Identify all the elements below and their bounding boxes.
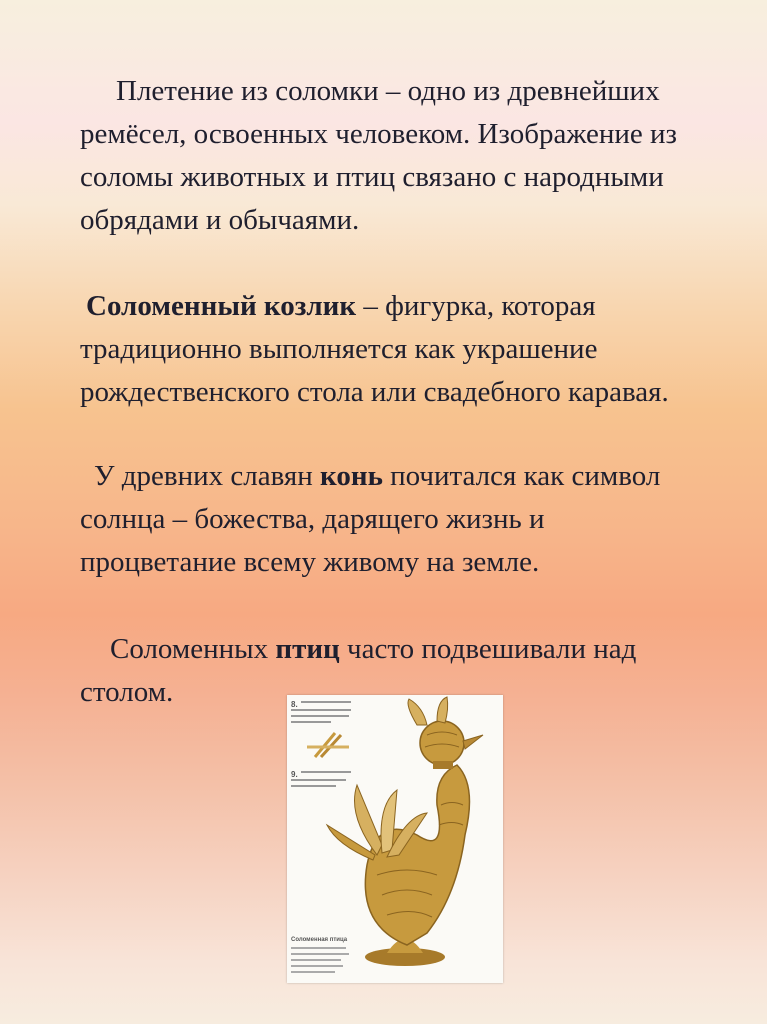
step-9-number: 9. xyxy=(291,770,298,779)
straw-bird-photo xyxy=(287,695,503,983)
instruction-step-8 xyxy=(291,700,351,723)
step-8-sketch xyxy=(307,733,349,757)
term-birds: птиц xyxy=(275,633,340,665)
caption-title: Соломенная птица xyxy=(291,937,348,943)
paragraph-horse xyxy=(80,455,690,584)
instruction-step-9 xyxy=(291,770,351,787)
paragraph-intro xyxy=(80,70,690,242)
term-goat: Соломенный козлик xyxy=(86,290,357,322)
photo-caption xyxy=(291,937,349,973)
paragraph-text: – фигурка, которая традиционно выполняется как украшение рождественского стола или свадебного каравая. xyxy=(80,290,669,408)
paragraph-goat xyxy=(80,285,690,414)
straw-bird-illustration xyxy=(287,695,503,983)
straw-bird xyxy=(327,697,483,966)
term-horse: конь xyxy=(320,460,383,492)
paragraph-text: часто подвешивали над столом. xyxy=(80,633,637,708)
step-8-number: 8. xyxy=(291,700,298,709)
paragraph-text: Соломенных xyxy=(110,633,276,665)
paragraph-text: почитался как символ солнца – божества, дарящего жизнь и процветание всему живому на земле. xyxy=(80,460,661,578)
paragraph-text: У древних славян xyxy=(94,460,321,492)
paragraph-text: Плетение из соломки – одно из древнейших ремёсел, освоенных человеком. Изображение из соломы животных и птиц связано с народными обрядами и обычаями. xyxy=(80,75,678,236)
